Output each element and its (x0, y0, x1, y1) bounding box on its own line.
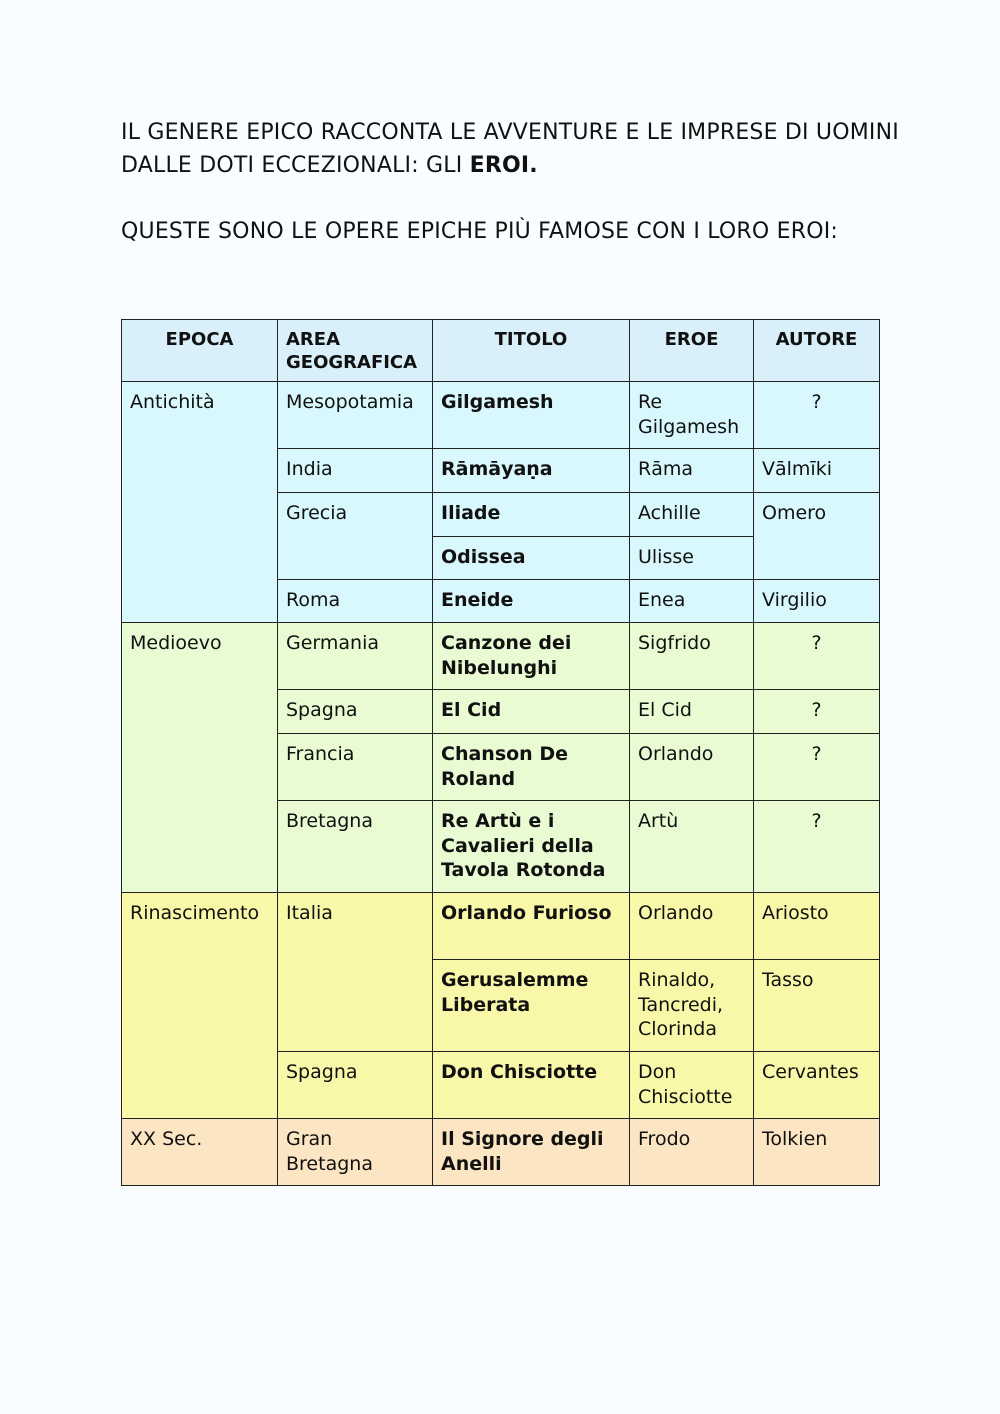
hero-cell: Sigfrido (630, 623, 754, 690)
epoch-cell: Medioevo (122, 623, 278, 893)
author-cell: ? (754, 801, 880, 893)
title-cell: Gilgamesh (433, 382, 630, 449)
title-cell: El Cid (433, 690, 630, 734)
table-row (122, 623, 880, 690)
table-row (122, 893, 880, 960)
author-cell: Vālmīki (754, 449, 880, 493)
header-autore: AUTORE (754, 320, 880, 382)
author-cell: Tasso (754, 960, 880, 1052)
area-cell: Spagna (278, 690, 433, 734)
title-cell: Iliade (433, 493, 630, 537)
hero-cell: Ulisse (630, 537, 754, 580)
header-eroe: EROE (630, 320, 754, 382)
author-cell: ? (754, 690, 880, 734)
area-cell: Gran Bretagna (278, 1119, 433, 1186)
hero-cell: El Cid (630, 690, 754, 734)
hero-cell: Rāma (630, 449, 754, 493)
epoch-cell: Antichità (122, 382, 278, 623)
hero-cell: Re Gilgamesh (630, 382, 754, 449)
author-cell: Ariosto (754, 893, 880, 960)
title-cell: Orlando Furioso (433, 893, 630, 960)
title-cell: Don Chisciotte (433, 1052, 630, 1119)
area-cell: Italia (278, 893, 433, 1052)
header-titolo: TITOLO (433, 320, 630, 382)
author-cell: Cervantes (754, 1052, 880, 1119)
intro-paragraph-2: QUESTE SONO LE OPERE EPICHE PIÙ FAMOSE CON I LORO EROI: (121, 219, 839, 244)
author-cell: Tolkien (754, 1119, 880, 1186)
title-cell: Re Artù e i Cavalieri della Tavola Rotonda (433, 801, 630, 893)
hero-cell: Orlando (630, 893, 754, 960)
epic-works-table (121, 319, 880, 1186)
hero-cell: Enea (630, 580, 754, 623)
title-cell: Gerusalemme Liberata (433, 960, 630, 1052)
intro-text (121, 116, 901, 248)
area-cell: Germania (278, 623, 433, 690)
eroi-bold: EROI. (469, 153, 538, 178)
title-cell: Il Signore degli Anelli (433, 1119, 630, 1186)
area-cell: Francia (278, 734, 433, 801)
table-row (122, 1119, 880, 1186)
table-row (122, 382, 880, 449)
hero-cell: Orlando (630, 734, 754, 801)
area-cell: Mesopotamia (278, 382, 433, 449)
title-cell: Chanson De Roland (433, 734, 630, 801)
author-cell: Omero (754, 493, 880, 580)
area-cell: Grecia (278, 493, 433, 580)
author-cell: ? (754, 734, 880, 801)
table-header-row (122, 320, 880, 382)
epoch-cell: Rinascimento (122, 893, 278, 1119)
area-cell: Bretagna (278, 801, 433, 893)
author-cell: ? (754, 382, 880, 449)
title-cell: Canzone dei Nibelunghi (433, 623, 630, 690)
area-cell: Roma (278, 580, 433, 623)
area-cell: Spagna (278, 1052, 433, 1119)
header-epoca: EPOCA (122, 320, 278, 382)
hero-cell: Rinaldo, Tancredi, Clorinda (630, 960, 754, 1052)
intro-paragraph-1: IL GENERE EPICO RACCONTA LE AVVENTURE E LE IMPRESE DI UOMINI DALLE DOTI ECCEZIONALI: GLI EROI. (121, 120, 899, 178)
epoch-cell: XX Sec. (122, 1119, 278, 1186)
hero-cell: Don Chisciotte (630, 1052, 754, 1119)
area-cell: India (278, 449, 433, 493)
header-area: AREA GEOGRAFICA (278, 320, 433, 382)
title-cell: Odissea (433, 537, 630, 580)
hero-cell: Frodo (630, 1119, 754, 1186)
author-cell: Virgilio (754, 580, 880, 623)
title-cell: Rāmāyaṇa (433, 449, 630, 493)
title-cell: Eneide (433, 580, 630, 623)
hero-cell: Artù (630, 801, 754, 893)
author-cell: ? (754, 623, 880, 690)
hero-cell: Achille (630, 493, 754, 537)
